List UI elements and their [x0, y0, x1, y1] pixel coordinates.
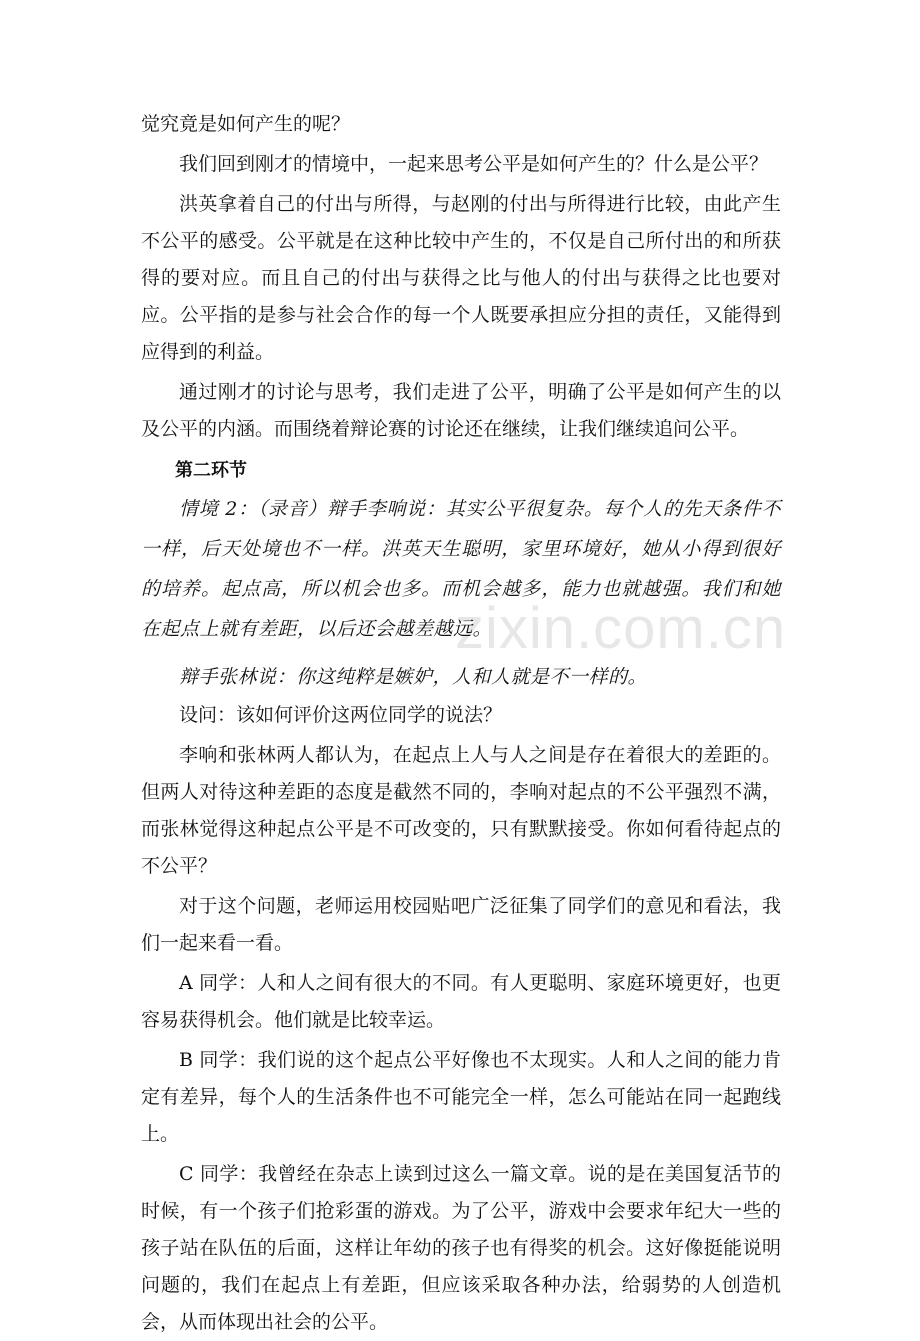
paragraph: B 同学：我们说的这个起点公平好像也不太现实。人和人之间的能力肯定有差异，每个人的生活条件也不可能完全一样，怎么可能站在同一起跑线上。 [141, 1049, 781, 1145]
section-heading: 第二环节 [175, 460, 247, 481]
scenario-paragraph: 情境 2：（录音）辩手李响说：其实公平很复杂。每个人的先天条件不一样，后天处境也不一样。洪英天生聪明，家里环境好，她从小得到很好的培养。起点高，所以机会也多。而机会越多，能力也就越强。我们和她在起点上就有差距，以后还会越差越远。 [141, 498, 781, 640]
paragraph: 洪英拿着自己的付出与所得，与赵刚的付出与所得进行比较，由此产生不公平的感受。公平就是在这种比较中产生的，不仅是自己所付出的和所获得的要对应。而且自己的付出与获得之比与他人的付出与获得之比也要对应。公平指的是参与社会合作的每一个人既要承担应分担的责任，又能得到应得到的利益。 [141, 193, 781, 363]
paragraph: 李响和张林两人都认为，在起点上人与人之间是存在着很大的差距的。但两人对待这种差距的态度是截然不同的，李响对起点的不公平强烈不满，而张林觉得这种起点公平是不可改变的，只有默默接受。你如何看待起点的不公平？ [141, 744, 781, 877]
paragraph: 我们回到刚才的情境中，一起来思考公平是如何产生的？什么是公平？ [179, 153, 769, 175]
watermark: zixin.com.cn [455, 596, 787, 661]
paragraph: 通过刚才的讨论与思考，我们走进了公平，明确了公平是如何产生的以及公平的内涵。而围绕着辩论赛的讨论还在继续，让我们继续追问公平。 [141, 381, 781, 440]
scenario-paragraph: 辩手张林说：你这纯粹是嫉妒，人和人就是不一样的。 [179, 666, 648, 688]
paragraph: 设问：该如何评价这两位同学的说法？ [179, 704, 503, 726]
paragraph: 觉究竟是如何产生的呢？ [141, 113, 351, 135]
document-body [141, 106, 781, 1341]
paragraph: A 同学：人和人之间有很大的不同。有人更聪明、家庭环境更好，也更容易获得机会。他们就是比较幸运。 [141, 972, 781, 1031]
paragraph: C 同学：我曾经在杂志上读到过这么一篇文章。说的是在美国复活节的时候，有一个孩子们抢彩蛋的游戏。为了公平，游戏中会要求年纪大一些的孩子站在队伍的后面，这样让年幼的孩子也有得奖的机会。这好像挺能说明问题的，我们在起点上有差距，但应该采取各种办法，给弱势的人创造机会，从而体现出社会的公平。 [141, 1163, 781, 1333]
paragraph: 对于这个问题，老师运用校园贴吧广泛征集了同学们的意见和看法，我们一起来看一看。 [141, 895, 781, 954]
